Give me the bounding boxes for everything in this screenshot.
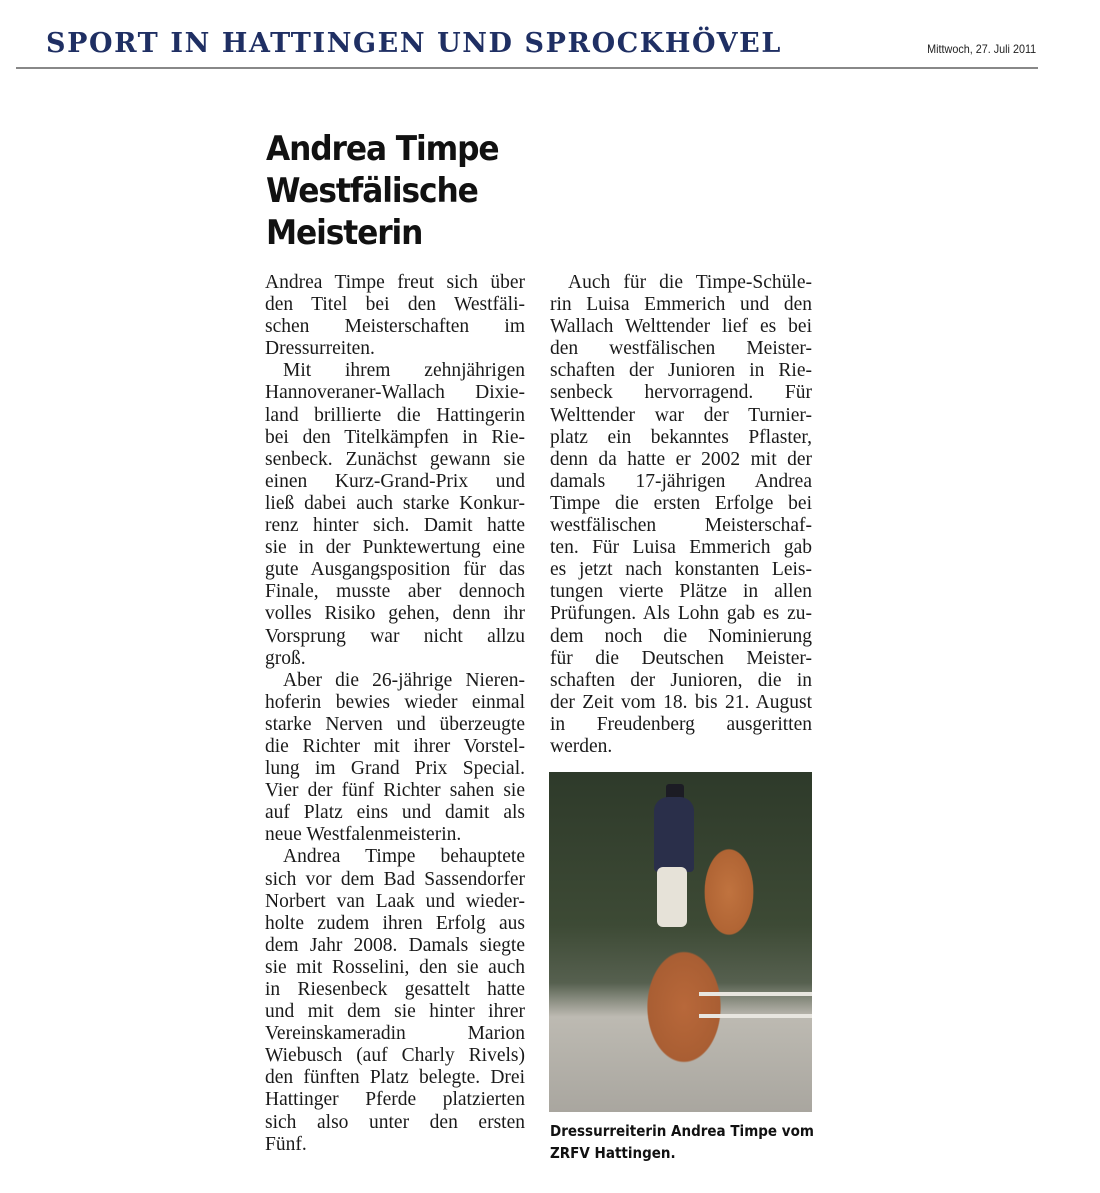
- article-text-line: dem Jahr 2008. Damals siegte: [265, 934, 525, 956]
- article-text-line: Hannoveraner-Wallach Dixie-: [265, 382, 525, 404]
- article-text-line: denn da hatte er 2002 mit der: [550, 448, 812, 470]
- article-text-line: lung im Grand Prix Special.: [265, 758, 525, 780]
- photo-caption: [550, 1120, 814, 1164]
- article-text-line: renz hinter sich. Damit hatte: [265, 515, 525, 537]
- article-text-line: der Zeit vom 18. bis 21. August: [550, 691, 812, 713]
- article-text-line: sie in der Punktewertung eine: [265, 537, 525, 559]
- article-text-line: auf Platz eins und damit als: [265, 802, 525, 824]
- article-text-line: den Titel bei den Westfäli-: [265, 294, 525, 316]
- article-text-line: groß.: [265, 647, 306, 669]
- article-text-line: Wiebusch (auf Charly Rivels): [265, 1045, 525, 1067]
- article-photo: [549, 772, 812, 1112]
- article-text-line: gute Ausgangsposition für das: [265, 559, 525, 581]
- article-text-line: Welttender war der Turnier-: [550, 404, 812, 426]
- article-text-line: ließ dabei auch starke Konkur-: [265, 492, 525, 514]
- article-text-line: ten. Für Luisa Emmerich gab: [550, 537, 812, 559]
- article-text-line: land brillierte die Hattingerin: [265, 404, 525, 426]
- article-text-line: rin Luisa Emmerich und den: [550, 294, 812, 316]
- headline-line: Westfälische: [266, 171, 478, 211]
- article-text-line: hoferin bewies wieder einmal: [265, 691, 525, 713]
- article-text-line: Hattinger Pferde platzierten: [265, 1089, 525, 1111]
- article-text-line: Norbert van Laak und wieder-: [265, 890, 525, 912]
- article-text-line: Prüfungen. Als Lohn gab es zu-: [550, 603, 812, 625]
- article-text-line: Vereinskameradin Marion: [265, 1023, 525, 1045]
- caption-line: Dressurreiterin Andrea Timpe vom: [550, 1122, 814, 1140]
- photo-rider: [654, 797, 694, 872]
- article-column-2: [550, 272, 812, 758]
- article-text-line: volles Risiko gehen, denn ihr: [265, 603, 525, 625]
- article-text-line: dem noch die Nominierung: [550, 625, 812, 647]
- article-text-line: damals 17-jährigen Andrea: [550, 470, 812, 492]
- photo-fence: [699, 992, 812, 996]
- publication-date: Mittwoch, 27. Juli 2011: [926, 42, 1036, 56]
- article-text-line: Aber die 26-jährige Nieren-: [283, 669, 525, 691]
- headline-line: Andrea Timpe: [266, 129, 499, 169]
- article-text-line: die Richter mit ihrer Vorstel-: [265, 735, 525, 757]
- section-title: SPORT IN HATTINGEN UND SPROCKHÖVEL: [46, 28, 782, 59]
- article-text-line: in Riesenbeck gesattelt hatte: [265, 979, 525, 1000]
- article-text-line: bei den Titelkämpfen in Rie-: [265, 426, 525, 448]
- caption-line: ZRFV Hattingen.: [550, 1144, 676, 1162]
- article-text-line: Timpe die ersten Erfolge bei: [550, 492, 812, 514]
- article-text-line: Andrea Timpe freut sich über: [265, 272, 525, 293]
- article-text-line: es jetzt nach konstanten Leis-: [550, 559, 812, 581]
- article-text-line: Auch für die Timpe-Schüle-: [568, 272, 812, 293]
- article-text-line: Finale, musste aber dennoch: [265, 581, 525, 603]
- header-rule: [16, 67, 1038, 69]
- article-text-line: einen Kurz-Grand-Prix und: [265, 470, 525, 492]
- article-text-line: und mit dem sie hinter ihrer: [265, 1001, 525, 1023]
- article-text-line: schaften der Junioren, die in: [550, 669, 812, 691]
- article-text-line: tungen vierte Plätze in allen: [550, 581, 812, 603]
- article-text-line: westfälischen Meisterschaf-: [550, 515, 812, 537]
- article-text-line: holte zudem ihren Erfolg aus: [265, 912, 525, 934]
- article-column-1: [265, 272, 525, 1156]
- article-text-line: sich vor dem Bad Sassendorfer: [265, 868, 525, 890]
- article-text-line: für die Deutschen Meister-: [550, 647, 812, 669]
- article-text-line: werden.: [550, 735, 613, 757]
- article-text-line: Vier der fünf Richter sahen sie: [265, 780, 525, 802]
- article-text-line: platz ein bekanntes Pflaster,: [550, 426, 812, 448]
- article-text-line: starke Nerven und überzeugte: [265, 713, 525, 735]
- article-text-line: den westfälischen Meister-: [550, 338, 812, 360]
- article-text-line: Andrea Timpe behauptete: [283, 846, 525, 868]
- article-text-line: senbeck hervorragend. Für: [550, 382, 812, 404]
- article-text-line: Vorsprung war nicht allzu: [265, 625, 525, 647]
- article-text-line: neue Westfalenmeisterin.: [265, 824, 462, 846]
- article-text-line: den fünften Platz belegte. Drei: [265, 1067, 525, 1089]
- article-text-line: Fünf.: [265, 1133, 307, 1155]
- headline: [266, 128, 519, 254]
- article-text-line: sich also unter den ersten: [265, 1111, 525, 1133]
- article-text-line: Dressurreiten.: [265, 338, 375, 360]
- photo-rider-legs: [657, 867, 687, 927]
- headline-line: Meisterin: [266, 213, 423, 253]
- article-text-line: Mit ihrem zehnjährigen: [283, 360, 525, 382]
- article-text-line: Wallach Welttender lief es bei: [550, 316, 812, 338]
- article-text-line: sie mit Rosselini, den sie auch: [265, 956, 525, 978]
- article-text-line: schen Meisterschaften im: [265, 316, 525, 338]
- article-text-line: senbeck. Zunächst gewann sie: [265, 448, 525, 470]
- article-text-line: in Freudenberg ausgeritten: [550, 713, 812, 735]
- article-text-line: schaften der Junioren in Rie-: [550, 360, 812, 382]
